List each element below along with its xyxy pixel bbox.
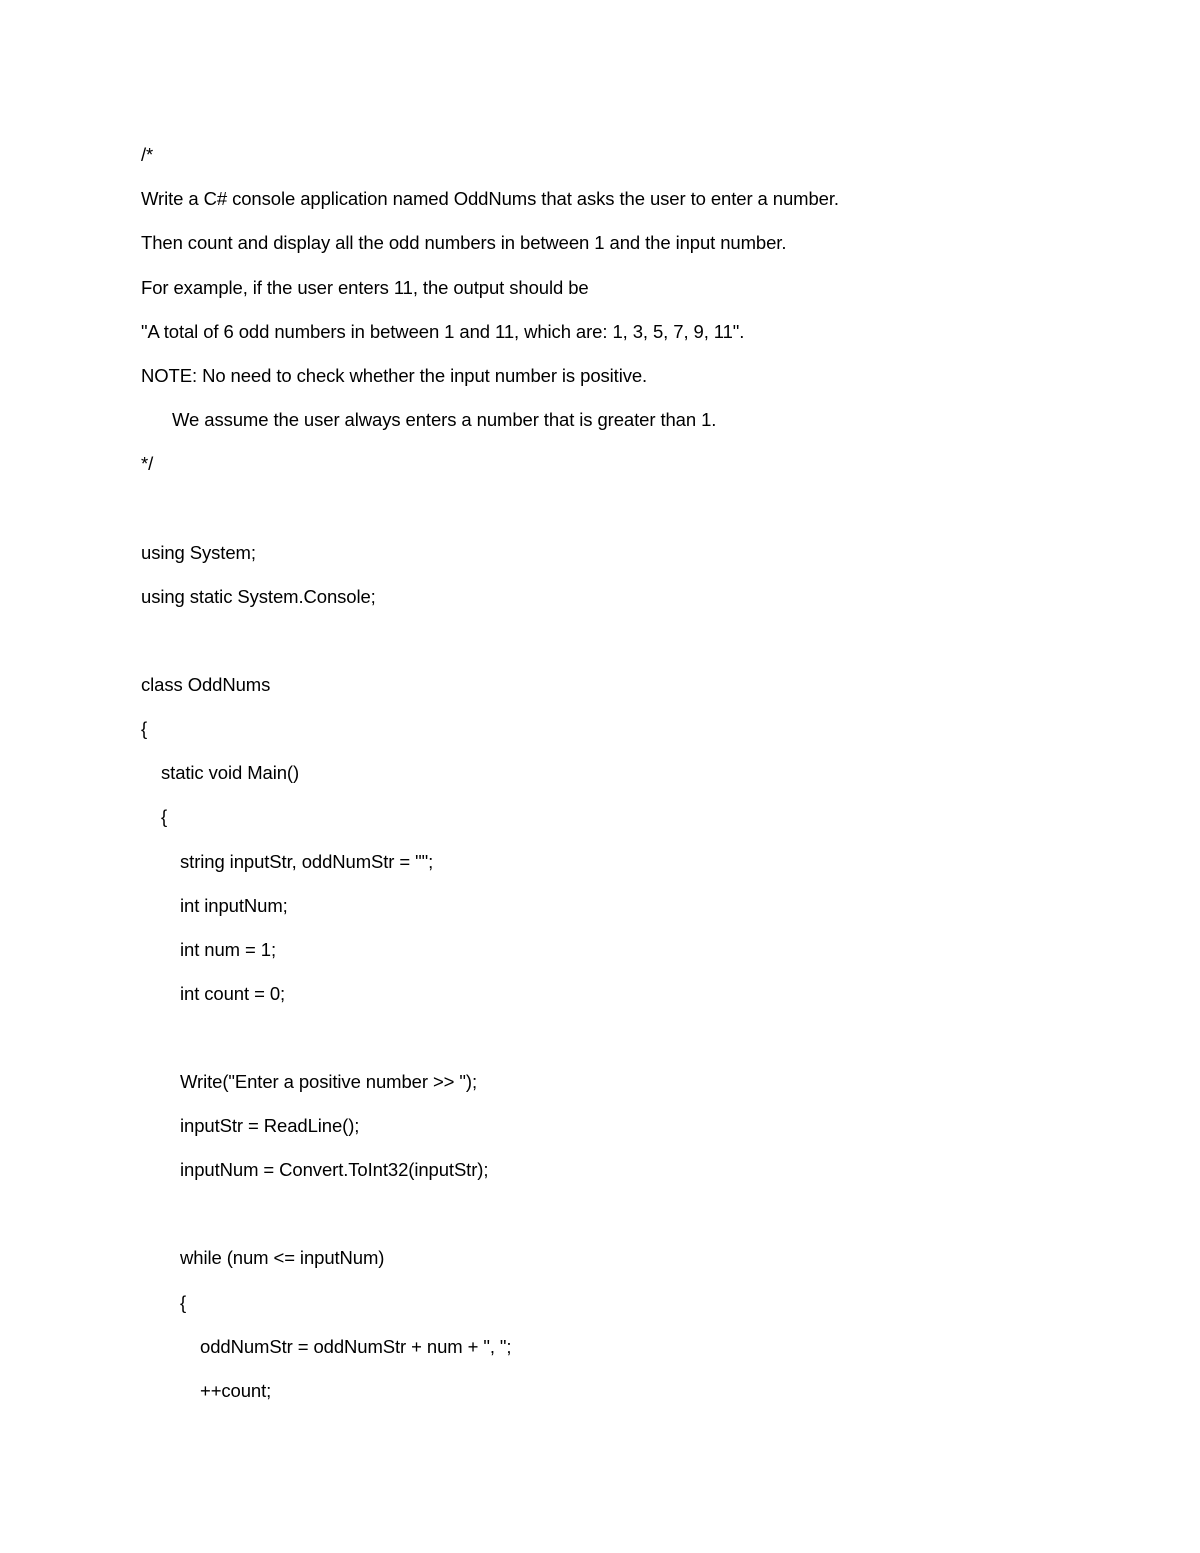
- class-open-brace: {: [141, 718, 148, 739]
- main-declaration: static void Main(): [161, 762, 300, 783]
- comment-line-6: We assume the user always enters a number that is greater than 1.: [172, 409, 717, 430]
- main-open-brace: {: [161, 806, 168, 827]
- class-declaration: class OddNums: [141, 674, 271, 695]
- declaration-num: int num = 1;: [180, 939, 276, 960]
- readline-statement: inputStr = ReadLine();: [180, 1115, 360, 1136]
- using-static-console: using static System.Console;: [141, 586, 376, 607]
- comment-line-4: "A total of 6 odd numbers in between 1 and 11, which are: 1, 3, 5, 7, 9, 11".: [141, 321, 745, 342]
- comment-line-3: For example, if the user enters 11, the output should be: [141, 277, 589, 298]
- comment-close: */: [141, 453, 154, 474]
- while-open-brace: {: [180, 1292, 187, 1313]
- convert-statement: inputNum = Convert.ToInt32(inputStr);: [180, 1159, 489, 1180]
- increment-statement: ++count;: [200, 1380, 272, 1401]
- comment-open: /*: [141, 144, 154, 165]
- declaration-count: int count = 0;: [180, 983, 286, 1004]
- comment-line-1: Write a C# console application named OddNums that asks the user to enter a number.: [141, 188, 839, 209]
- declaration-strings: string inputStr, oddNumStr = "";: [180, 851, 434, 872]
- comment-line-2: Then count and display all the odd numbers in between 1 and the input number.: [141, 232, 787, 253]
- concat-statement: oddNumStr = oddNumStr + num + ", ";: [200, 1336, 512, 1357]
- while-statement: while (num <= inputNum): [180, 1247, 385, 1268]
- write-prompt: Write("Enter a positive number >> ");: [180, 1071, 477, 1092]
- comment-line-5: NOTE: No need to check whether the input number is positive.: [141, 365, 648, 386]
- using-system: using System;: [141, 542, 256, 563]
- declaration-input-num: int inputNum;: [180, 895, 288, 916]
